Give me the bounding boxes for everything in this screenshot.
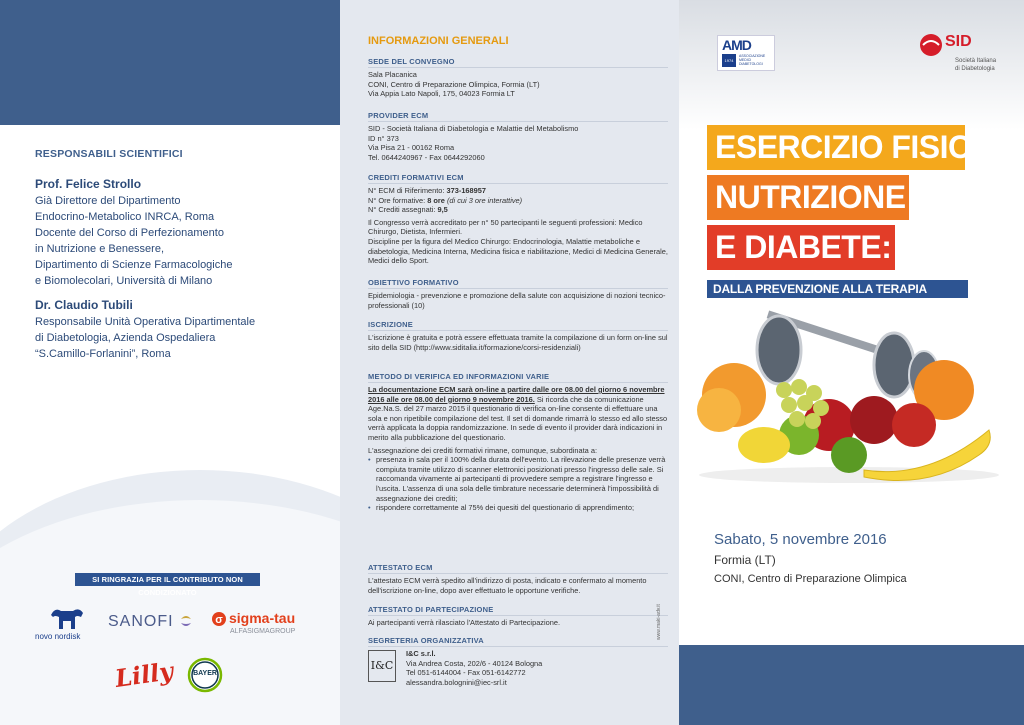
venue-text <box>368 70 668 99</box>
venue-line: CONI, Centro di Preparazione Olimpica, Formia (LT) <box>368 79 540 89</box>
participation-text: Ai partecipanti verrà rilasciato l'Attestato di Partecipazione. <box>368 618 561 627</box>
title-band-3: E DIABETE: <box>707 225 895 270</box>
verification-body: Si ricorda che da comunicazione Age.Na.S. del 27 marzo 2015 il questionario di verifica on-line consente di effettuare una sola e non ripetibile compilazione del test. Il set di domande rimarrà lo stesso ed allo stesso verrà applicata la doppia randomizzazione. In sede di evento il provider darà indicazioni in merito alla pubblicazione del questionario. <box>368 394 668 442</box>
lilly-logo: Lilly <box>113 656 175 693</box>
ecm-certificate-heading: ATTESTATO ECM <box>368 563 668 574</box>
sigma-text: sigma-tau <box>229 610 296 626</box>
novo-nordisk-logo <box>35 603 95 643</box>
bull-icon <box>47 603 87 633</box>
person1-line: e Biomolecolari, Università di Milano <box>35 275 213 287</box>
ecm-ref-label: N° ECM di Riferimento: <box>368 186 447 195</box>
ecm-ref-value: 373-168957 <box>446 186 486 195</box>
sid-subtitle-2: di Diabetologia <box>955 66 995 72</box>
venue-line: Sala Placanica <box>368 70 417 79</box>
thanks-banner: SI RINGRAZIA PER IL CONTRIBUTO NON CONDIZIONATO <box>75 573 260 586</box>
venue-line: Via Appia Lato Napoli, 175, 04023 Formia LT <box>368 89 515 99</box>
ecm-certificate-text: L'attestato ECM verrà spedito all'indirizzo di posta, indicato e confermato al momento dell'iscrizione on-line, dopo aver effettuato le opportune verifiche. <box>368 576 647 595</box>
secretariat-line: I&C s.r.l. <box>406 649 436 658</box>
subtitle-band: DALLA PREVENZIONE ALLA TERAPIA <box>707 280 968 298</box>
novo-text: novo nordisk <box>35 632 81 641</box>
objective-section <box>368 278 668 310</box>
verification-bullet: • rispondere correttamente al 75% dei quesiti del questionario di apprendimento; <box>368 503 668 513</box>
person1-line: in Nutrizione e Benessere, <box>35 243 165 255</box>
person1-line: Endocrino-Metabolico INRCA, Roma <box>35 211 215 223</box>
credits-disciplines: Discipline per la figura del Medico Chirurgo: Endocrinologia, Malattie metaboliche e diabetologia, Medicina Interna, Medicina fisica e riabilitazione, Medici di Medicina Generale, Medici dello Sport. <box>368 236 668 266</box>
objective-heading: OBIETTIVO FORMATIVO <box>368 278 668 289</box>
secretariat-line: Via Andrea Costa, 202/6 - 40124 Bologna <box>406 658 543 668</box>
registration-heading: ISCRIZIONE <box>368 320 668 331</box>
ic-logo: I&C <box>368 650 396 682</box>
provider-text <box>368 124 668 162</box>
venue-heading: SEDE DEL CONVEGNO <box>368 57 668 68</box>
general-info-title: INFORMAZIONI GENERALI <box>368 35 509 47</box>
provider-line: SID - Società Italiana di Diabetologia e Malattie del Metabolismo <box>368 124 579 133</box>
person1-name: Prof. Felice Strollo <box>35 177 142 191</box>
fruit-dumbbell-illustration <box>689 305 1009 485</box>
title-band-1: ESERCIZIO FISICO, <box>707 125 965 170</box>
venue-section <box>368 57 668 99</box>
provider-heading: PROVIDER ECM <box>368 111 668 122</box>
secretariat-line: Tel 051-6144004 - Fax 051-6142772 <box>406 668 526 678</box>
participation-heading: ATTESTATO DI PARTECIPAZIONE <box>368 605 668 616</box>
credits-professions: Il Congresso verrà accreditato per n° 50 partecipanti le seguenti professioni: Medico Chirurgo, Dietista, Infermieri. <box>368 217 643 237</box>
objective-text: Epidemiologia - prevenzione e promozione della salute con acquisizione di nozioni tecnico-professionali (10) <box>368 291 666 310</box>
participation-section <box>368 605 668 628</box>
person1-line: Già Direttore del Dipartimento <box>35 195 181 207</box>
sanofi-text: SANOFI <box>108 613 174 630</box>
person2-description <box>35 314 320 362</box>
left-panel <box>0 0 340 725</box>
person2-name: Dr. Claudio Tubili <box>35 298 133 312</box>
person1-line: Docente del Corso di Perfezionamento <box>35 227 224 239</box>
bottom-band <box>679 645 1024 725</box>
secretariat-text <box>406 649 668 687</box>
sanofi-logo <box>108 613 193 631</box>
credits-text <box>368 186 668 266</box>
sid-text: SID <box>945 33 972 50</box>
hours-note: (di cui 3 ore interattive) <box>444 195 523 205</box>
amd-logo <box>717 35 775 71</box>
scientific-heading: RESPONSABILI SCIENTIFICI <box>35 148 183 160</box>
right-panel <box>679 0 1024 725</box>
event-date: Sabato, 5 novembre 2016 <box>714 531 887 548</box>
provider-line: ID n° 373 <box>368 133 399 143</box>
middle-panel <box>340 0 679 725</box>
secretariat-heading: SEGRETERIA ORGANIZZATIVA <box>368 636 668 647</box>
hours-label: N° Ore formative: <box>368 195 428 205</box>
provider-line: Via Pisa 21 - 00162 Roma <box>368 143 455 153</box>
verification-dates: La documentazione ECM sarà on-line a partire dalle ore 08.00 del giorno 6 novembre 2016 alle ore 08.00 del giorno 9 novembre 2016. <box>368 385 665 404</box>
person2-line: “S.Camillo-Forlanini”, Roma <box>35 348 171 360</box>
sigma-icon <box>212 612 226 626</box>
bayer-logo <box>187 657 223 693</box>
vertical-url: www.maki-adv.it <box>656 604 662 640</box>
verification-bullet: • presenza in sala per il 100% della durata dell'evento. La rilevazione delle presenze verrà compiuta tramite utilizzo di scanner elettronici posizionati presso l'ingresso delle sale. Si raccomanda vivamente ai partecipanti di provvedere sempre a registrare l'ingresso e l'uscita. L'assenza di una sola delle timbrature necessarie determinerà l'impossibilità di assegnazione dei crediti; <box>368 455 668 503</box>
event-city: Formia (LT) <box>714 553 776 567</box>
credits-section <box>368 173 668 266</box>
secretariat-section <box>368 636 668 687</box>
sid-subtitle-1: Società Italiana <box>955 58 997 64</box>
credits-value: 9,5 <box>437 205 448 215</box>
alfasigma-text: ALFASIGMAGROUP <box>230 628 296 635</box>
credits-heading: CREDITI FORMATIVI ECM <box>368 173 668 184</box>
top-band <box>0 0 340 125</box>
credits-label: N° Crediti assegnati: <box>368 205 438 215</box>
bayer-text: BAYER <box>193 670 217 677</box>
person2-line: di Diabetologia, Azienda Ospedaliera <box>35 332 216 344</box>
title-band-2: NUTRIZIONE <box>707 175 909 220</box>
provider-section <box>368 111 668 162</box>
sid-emblem-icon <box>919 33 943 57</box>
amd-text: AMD <box>722 37 751 53</box>
ecm-certificate-section <box>368 563 668 595</box>
provider-line: Tel. 0644240967 - Fax 0644292060 <box>368 152 485 162</box>
verification-conditions: L'assegnazione dei crediti formativi rimane, comunque, subordinata a: <box>368 445 598 455</box>
verification-heading: METODO DI VERIFICA ED INFORMAZIONI VARIE <box>368 372 668 383</box>
secretariat-email[interactable]: alessandra.bolognini@iec-srl.it <box>406 677 507 687</box>
registration-section <box>368 320 668 352</box>
sid-logo <box>919 33 999 85</box>
registration-text: L'iscrizione è gratuita e potrà essere effettuata tramite la compilazione di un form on-line sul sito della SID (http://www.siditalia.it/formazione/corsi-residenziali) <box>368 333 668 352</box>
verification-section <box>368 372 668 513</box>
person1-line: Dipartimento di Scienze Farmacologiche <box>35 259 233 271</box>
verification-text <box>368 385 668 513</box>
amd-year: 1974 <box>722 54 736 67</box>
event-venue: CONI, Centro di Preparazione Olimpica <box>714 573 907 585</box>
amd-subtitle: ASSOCIAZIONE MEDICI DIABETOLOGI <box>739 54 766 66</box>
sanofi-swirl-icon <box>179 615 193 629</box>
svg-text:σ: σ <box>215 614 223 626</box>
person2-line: Responsabile Unità Operativa Dipartimentale <box>35 316 256 328</box>
hours-value: 8 ore <box>427 195 445 205</box>
person1-description <box>35 193 320 289</box>
